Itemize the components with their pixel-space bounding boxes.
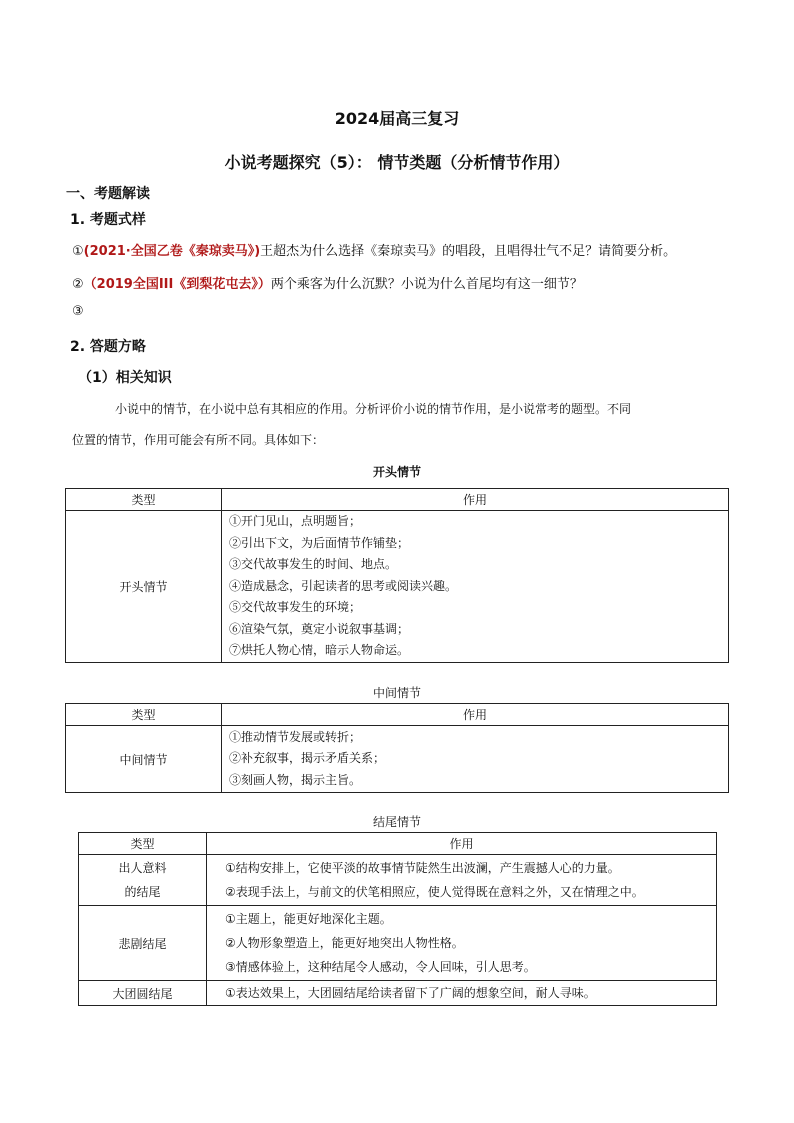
middle-plot-table — [65, 703, 729, 793]
table-1-type-cell: 开头情节 — [66, 511, 222, 663]
subheading-answer-strategy: 2. 答题方略 — [70, 339, 146, 355]
effect-item: ①结构安排上，它使平淡的故事情节陡然生出波澜，产生震撼人心的力量。 — [225, 861, 620, 875]
table-3-header-effect: 作用 — [207, 833, 717, 855]
ending-plot-table — [78, 832, 717, 1006]
table-2-header-effect: 作用 — [222, 704, 729, 726]
intro-paragraph-line-1: 小说中的情节，在小说中总有其相应的作用。分析评价小说的情节作用，是小说常考的题型。不同 — [115, 402, 632, 416]
effect-item: ①主题上，能更好地深化主题。 — [225, 912, 392, 926]
effect-item: ⑦烘托人物心情，暗示人物命运。 — [229, 643, 410, 657]
table-3-effect-cell-happy — [207, 981, 717, 1006]
document-subtitle: 小说考题探究（5）： 情节类题（分析情节作用） — [224, 153, 570, 172]
effect-item: ⑥渲染气氛，奠定小说叙事基调； — [229, 621, 410, 636]
effect-item: ①表达效果上，大团圆结尾给读者留下了广阔的想象空间，耐人寻味。 — [225, 986, 596, 1000]
question-2 — [72, 273, 583, 292]
table-1-header-type: 类型 — [66, 489, 222, 511]
effect-item: ②人物形象塑造上，能更好地突出人物性格。 — [225, 936, 464, 950]
effect-item: ②引出下文，为后面情节作铺垫； — [229, 535, 410, 550]
question-1-source: (2021·全国乙卷《秦琼卖马》) — [83, 244, 261, 259]
table-1-effect-cell — [222, 511, 729, 663]
effect-item: ④造成悬念，引起读者的思考或阅读兴趣。 — [229, 578, 458, 593]
table-2-effect-cell — [222, 726, 729, 793]
intro-paragraph-line-2: 位置的情节，作用可能会有所不同。具体如下： — [72, 433, 325, 447]
effect-item: ①推动情节发展或转折； — [229, 729, 362, 744]
section-heading-exam-analysis: 一、考题解读 — [66, 186, 150, 202]
effect-item: ③交代故事发生的时间、地点。 — [229, 557, 398, 571]
effect-item: ⑤交代故事发生的环境； — [229, 600, 362, 614]
type-line: 的结尾 — [124, 885, 161, 899]
effect-item: ②表现手法上，与前文的伏笔相照应，使人觉得既在意料之外，又在情理之中。 — [225, 885, 644, 899]
question-2-number: ② — [72, 277, 84, 292]
effect-item: ③刻画人物，揭示主旨。 — [229, 772, 362, 787]
type-line: 出人意料 — [118, 861, 167, 875]
table-3-effect-cell-tragic — [207, 906, 717, 981]
table-3-effect-cell-unexpected — [207, 855, 717, 906]
table-3-caption: 结尾情节 — [372, 815, 421, 829]
table-3-type-cell-happy: 大团圆结尾 — [79, 981, 207, 1006]
table-2-header-type: 类型 — [66, 704, 222, 726]
table-2-type-cell: 中间情节 — [66, 726, 222, 793]
table-1-caption: 开头情节 — [372, 465, 421, 479]
subheading-question-samples: 1. 考题式样 — [70, 212, 146, 228]
table-1-header-effect: 作用 — [222, 489, 729, 511]
table-3-header-type: 类型 — [79, 833, 207, 855]
question-1-text: 王超杰为什么选择《秦琼卖马》的唱段，且唱得壮气不足？请简要分析。 — [260, 244, 677, 259]
document-title: 2024届高三复习 — [334, 109, 460, 128]
question-1-number: ① — [72, 244, 84, 259]
table-3-type-cell-unexpected — [79, 855, 207, 906]
question-2-source: （2019全国III《到梨花屯去》） — [83, 277, 271, 292]
table-2-caption: 中间情节 — [372, 686, 421, 700]
question-3-number: ③ — [72, 304, 84, 319]
effect-item: ③情感体验上，这种结尾令人感动，令人回味，引人思考。 — [225, 960, 536, 974]
question-1 — [72, 240, 676, 259]
subheading-related-knowledge: （1）相关知识 — [78, 370, 172, 386]
table-3-type-cell-tragic: 悲剧结尾 — [79, 906, 207, 981]
opening-plot-table — [65, 488, 729, 663]
effect-item: ②补充叙事，揭示矛盾关系； — [229, 751, 386, 766]
question-2-text: 两个乘客为什么沉默？小说为什么首尾均有这一细节？ — [270, 277, 583, 292]
effect-item: ①开门见山，点明题旨； — [229, 514, 362, 528]
